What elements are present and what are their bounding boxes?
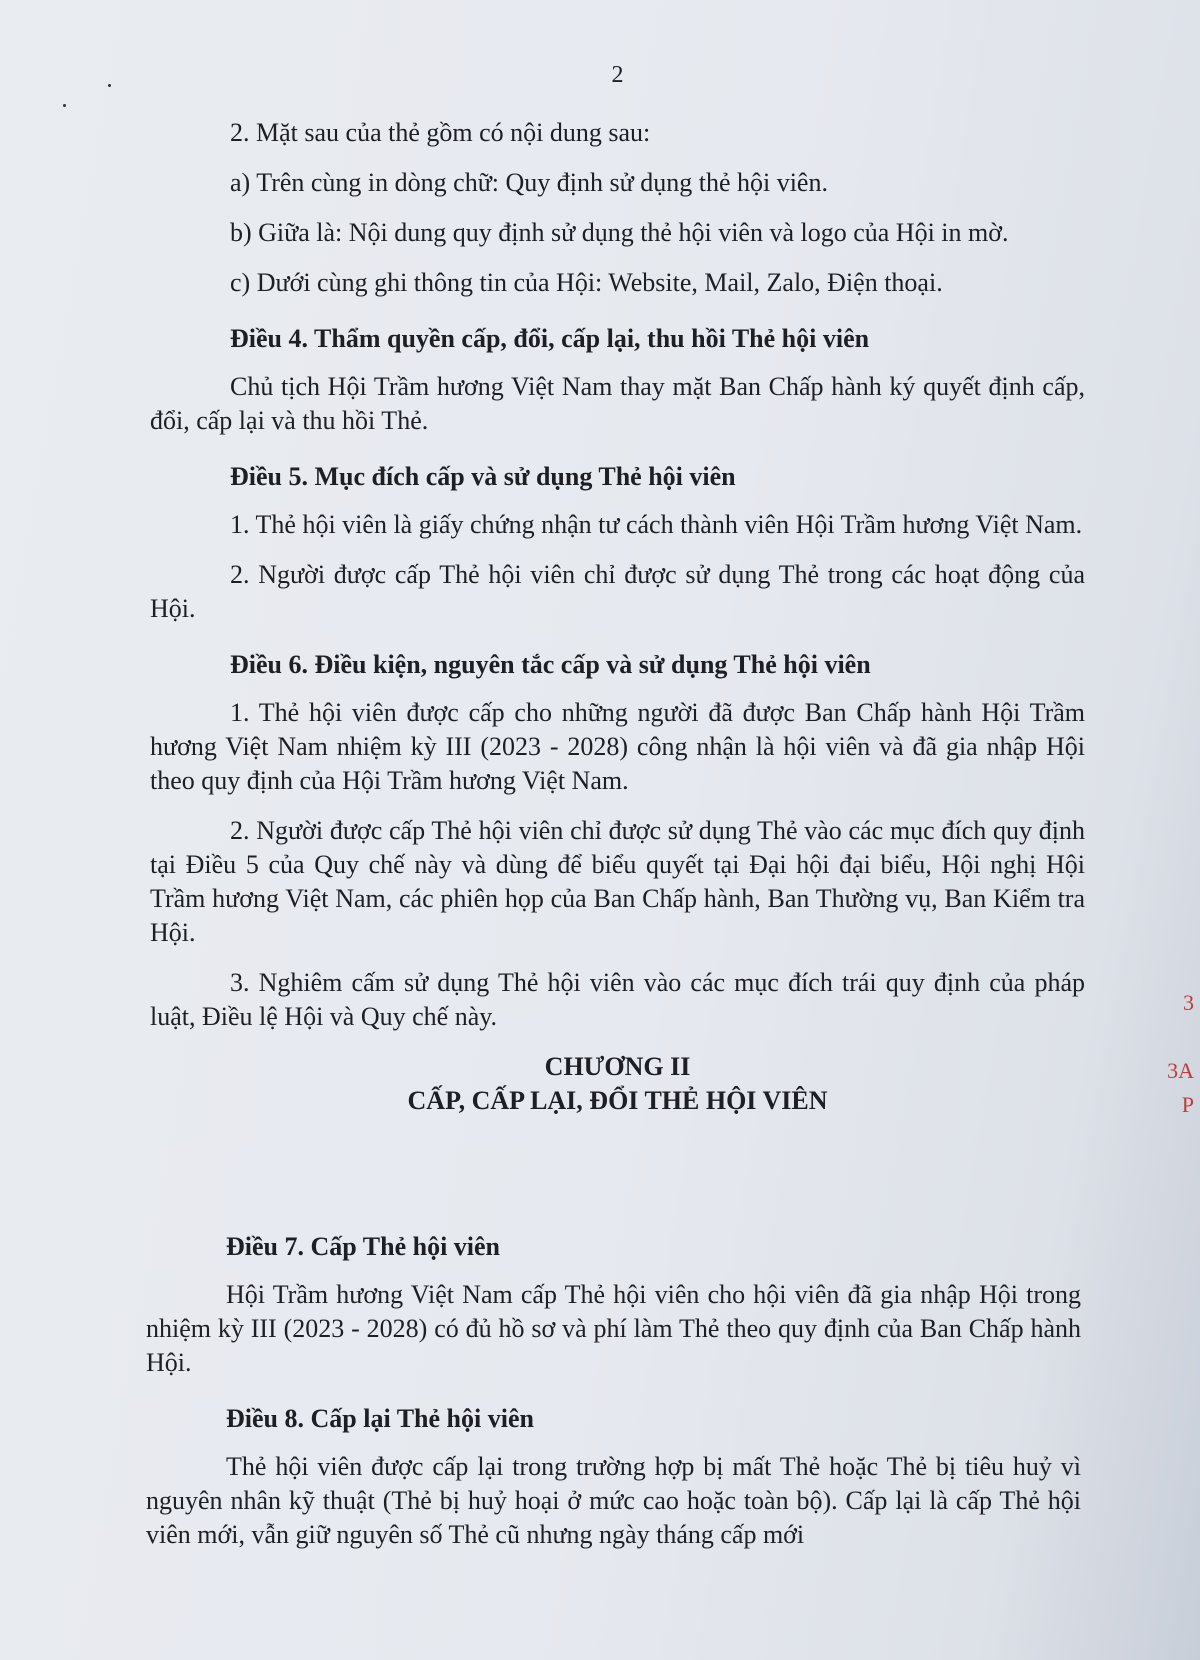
chapter-title: CẤP, CẤP LẠI, ĐỔI THẺ HỘI VIÊN: [407, 1086, 828, 1115]
page-number: 2: [611, 62, 624, 88]
list-item: 2. Mặt sau của thẻ gồm có nội dung sau:: [230, 118, 651, 147]
paragraph: Chủ tịch Hội Trầm hương Việt Nam thay mặt Ban Chấp hành ký quyết định cấp, đổi, cấp lại và thu hồi Thẻ.: [150, 372, 1085, 435]
margin-mark: 3: [1183, 990, 1194, 1015]
list-item: c) Dưới cùng ghi thông tin của Hội: Website, Mail, Zalo, Điện thoại.: [230, 268, 943, 297]
article-heading: Điều 5. Mục đích cấp và sử dụng Thẻ hội viên: [230, 462, 736, 491]
paragraph: 1. Thẻ hội viên là giấy chứng nhận tư cách thành viên Hội Trầm hương Việt Nam.: [230, 510, 1083, 539]
paragraph: 1. Thẻ hội viên được cấp cho những người đã được Ban Chấp hành Hội Trầm hương Việt Nam nhiệm kỳ III (2023 - 2028) công nhận là hội viên và đã gia nhập Hội theo quy định của Hội Trầm hương Việt Nam.: [150, 698, 1085, 795]
list-item: b) Giữa là: Nội dung quy định sử dụng thẻ hội viên và logo của Hội in mờ.: [230, 218, 1009, 247]
paragraph: 2. Người được cấp Thẻ hội viên chỉ được sử dụng Thẻ vào các mục đích quy định tại Điều 5 của Quy chế này và dùng để biểu quyết tại Đại hội đại biểu, Hội nghị Hội Trầm hương Việt Nam, các phiên họp của Ban Chấp hành, Ban Thường vụ, Ban Kiểm tra Hội.: [150, 816, 1085, 947]
article-heading: Điều 4. Thẩm quyền cấp, đổi, cấp lại, thu hồi Thẻ hội viên: [230, 324, 870, 353]
article-heading: Điều 8. Cấp lại Thẻ hội viên: [226, 1404, 534, 1433]
document-body: [150, 116, 1085, 1124]
margin-mark: P: [1181, 1092, 1194, 1117]
speck: [63, 104, 66, 107]
paragraph: 3. Nghiêm cấm sử dụng Thẻ hội viên vào các mục đích trái quy định của pháp luật, Điều lệ Hội và Quy chế này.: [150, 968, 1085, 1031]
margin-mark: 3A: [1167, 1058, 1194, 1083]
chapter-number: CHƯƠNG II: [544, 1052, 691, 1081]
paragraph: Hội Trầm hương Việt Nam cấp Thẻ hội viên cho hội viên đã gia nhập Hội trong nhiệm kỳ III (2023 - 2028) có đủ hồ sơ và phí làm Thẻ theo quy định của Ban Chấp hành Hội.: [146, 1280, 1081, 1377]
list-item: a) Trên cùng in dòng chữ: Quy định sử dụng thẻ hội viên.: [230, 168, 828, 197]
document-body-continued: [146, 1230, 1081, 1568]
article-heading: Điều 6. Điều kiện, nguyên tắc cấp và sử dụng Thẻ hội viên: [230, 650, 871, 679]
paragraph: 2. Người được cấp Thẻ hội viên chỉ được sử dụng Thẻ trong các hoạt động của Hội.: [150, 560, 1085, 623]
paragraph: Thẻ hội viên được cấp lại trong trường hợp bị mất Thẻ hoặc Thẻ bị tiêu huỷ vì nguyên nhân kỹ thuật (Thẻ bị huỷ hoại ở mức cao hoặc toàn bộ). Cấp lại là cấp Thẻ hội viên mới, vẫn giữ nguyên số Thẻ cũ nhưng ngày tháng cấp mới: [146, 1452, 1081, 1549]
article-heading: Điều 7. Cấp Thẻ hội viên: [226, 1232, 501, 1261]
